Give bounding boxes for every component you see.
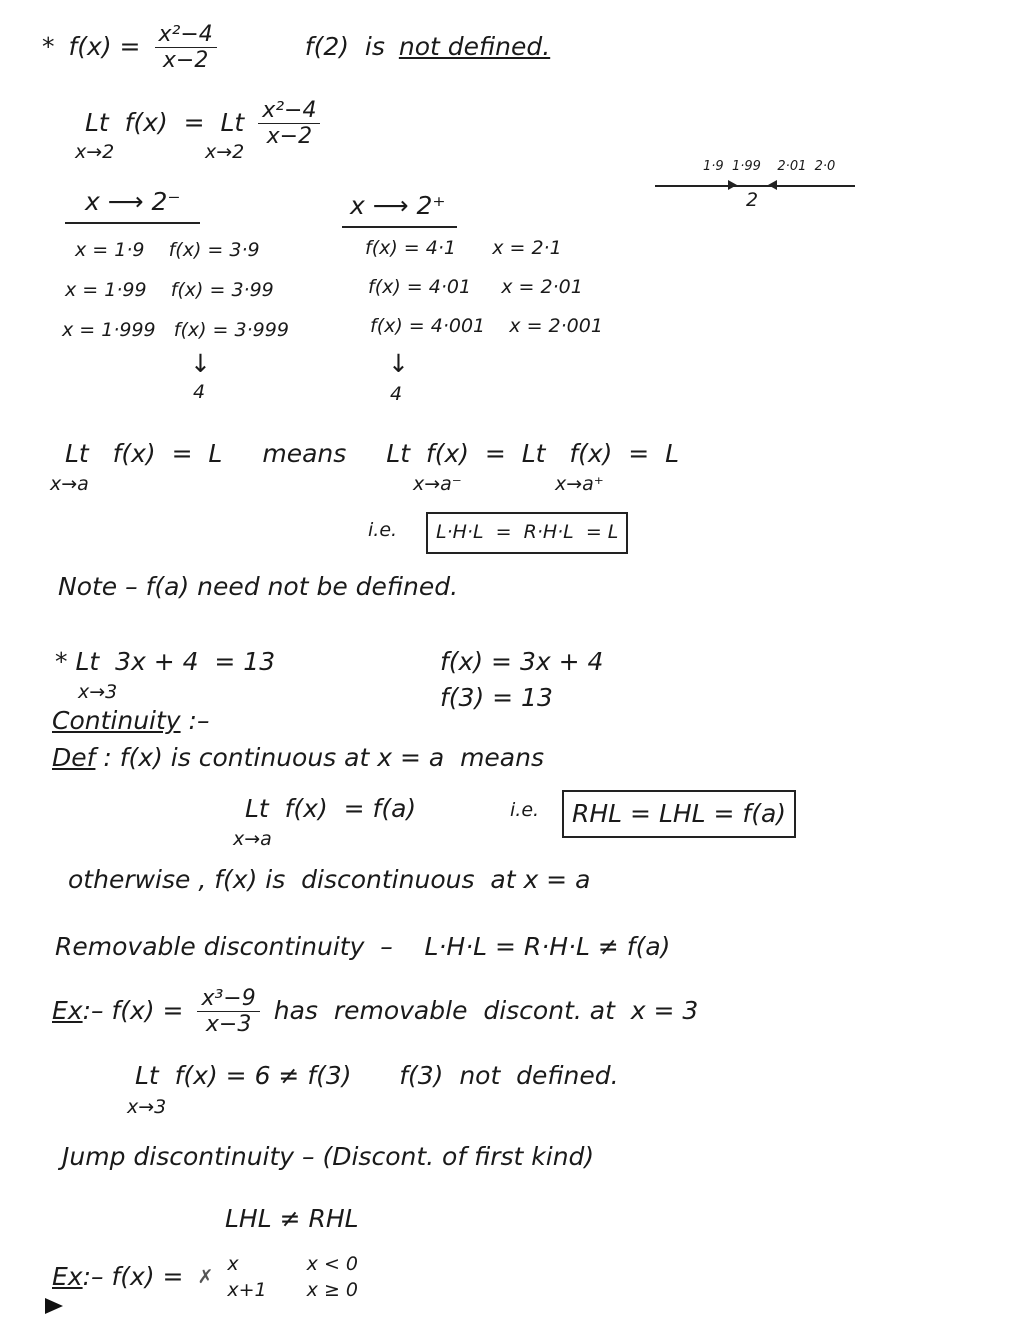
- continuity-limit: Lt f(x) = f(a): [245, 794, 417, 823]
- case-condition: x ≥ 0: [306, 1278, 358, 1301]
- denominator: x−2: [162, 48, 209, 74]
- limit-subscript: x→a: [50, 473, 89, 495]
- ex-label: Ex: [52, 996, 83, 1026]
- example-function: f(x) = 3x + 4: [440, 647, 604, 676]
- jump-condition: LHL ≠ RHL: [225, 1204, 359, 1233]
- numerator: x²−4: [258, 98, 320, 124]
- continuity-heading-line: [52, 707, 209, 736]
- left-result: 4: [193, 381, 206, 403]
- continuity-heading: Continuity: [52, 706, 181, 735]
- left-row: x = 1·9 f(x) = 3·9: [75, 239, 260, 261]
- numerator: x²−4: [155, 22, 217, 48]
- limit-subscript: x→2: [205, 141, 245, 163]
- jump-heading: Jump discontinuity – (Discont. of first kind): [62, 1142, 595, 1171]
- function-def: f(x) =: [68, 32, 141, 62]
- limit-expression: Lt f(x) = Lt: [85, 108, 245, 138]
- limit-subscript: x→a⁺: [555, 473, 604, 495]
- jump-example-line: [52, 1254, 358, 1302]
- note-text: Note – f(a) need not be defined.: [58, 572, 459, 601]
- limit-subscript: x→3: [78, 681, 118, 703]
- right-approach-heading: x ⟶ 2⁺: [350, 191, 446, 220]
- not-defined-text: not defined.: [398, 32, 551, 62]
- case-condition: x < 0: [306, 1253, 358, 1275]
- right-result: 4: [390, 383, 403, 405]
- denominator: x−2: [266, 124, 313, 150]
- f2-text: f(2) is: [304, 32, 385, 62]
- otherwise-text: otherwise , f(x) is discontinuous at x = a: [68, 865, 591, 894]
- numerator: x³−9: [197, 986, 259, 1012]
- ie-text: i.e.: [510, 799, 540, 821]
- down-arrow-icon: ↓: [388, 349, 409, 378]
- case-expression: x+1: [227, 1278, 267, 1301]
- down-arrow-icon: ↓: [190, 349, 211, 378]
- right-row: f(x) = 4·01 x = 2·01: [368, 276, 583, 298]
- fraction: [197, 986, 259, 1038]
- right-row: f(x) = 4·1 x = 2·1: [365, 237, 562, 259]
- underline: [342, 226, 457, 228]
- fraction: [155, 22, 217, 74]
- left-row: x = 1·999 f(x) = 3·999: [62, 319, 289, 341]
- removable-example-line: [52, 986, 698, 1038]
- example-function: :– f(x) =: [82, 996, 184, 1026]
- example-description: has removable discont. at x = 3: [273, 996, 699, 1026]
- numberline-point: 2: [746, 189, 759, 211]
- left-approach-heading: x ⟶ 2⁻: [85, 187, 181, 216]
- intro-line: [42, 22, 550, 74]
- ie-text: i.e.: [368, 519, 398, 541]
- page-corner-arrow-icon: [45, 1298, 63, 1314]
- limit-subscript: x→a⁻: [413, 473, 462, 495]
- means-text: means: [262, 439, 347, 468]
- right-row: f(x) = 4·001 x = 2·001: [370, 315, 603, 337]
- left-arrow-icon: [768, 180, 777, 190]
- fraction: [258, 98, 320, 150]
- denominator: x−3: [205, 1012, 252, 1038]
- limit-definition: Lt f(x) = L: [65, 439, 223, 468]
- boxed-text: RHL = LHL = f(a): [572, 798, 787, 828]
- example-value: f(3) = 13: [440, 683, 553, 712]
- definition-line: [65, 440, 679, 469]
- limit-line: [85, 98, 320, 150]
- boxed-condition: [562, 790, 796, 838]
- removable-limit: Lt f(x) = 6 ≠ f(3) f(3) not defined.: [135, 1061, 619, 1090]
- numberline-labels: 1·9 1·99 2·01 2·0: [703, 159, 836, 174]
- one-sided-limits: Lt f(x) = Lt f(x) = L: [386, 439, 680, 468]
- left-row: x = 1·99 f(x) = 3·99: [65, 279, 274, 301]
- ex-label: Ex: [52, 1262, 83, 1292]
- def-text: : f(x) is continuous at x = a means: [95, 743, 544, 772]
- piecewise-cases: [227, 1254, 358, 1302]
- boxed-result: [426, 512, 628, 554]
- number-line: [655, 185, 855, 187]
- heading-suffix: :–: [180, 706, 210, 735]
- limit-subscript: x→a: [233, 828, 272, 850]
- scribble-mark: ✗: [197, 1265, 214, 1288]
- def-label: Def: [52, 743, 96, 772]
- example-function: :– f(x) =: [82, 1262, 184, 1292]
- underline: [65, 222, 200, 224]
- limit-subscript: x→2: [75, 141, 115, 163]
- example-limit: * Lt 3x + 4 = 13: [55, 647, 276, 676]
- definition-line: [52, 744, 544, 773]
- case-expression: x: [227, 1253, 239, 1275]
- right-arrow-icon: [728, 180, 737, 190]
- limit-subscript: x→3: [127, 1096, 167, 1118]
- star-bullet: *: [42, 32, 55, 62]
- boxed-text: L·H·L = R·H·L = L: [436, 521, 619, 544]
- removable-heading: Removable discontinuity – L·H·L = R·H·L ≠ f(a): [55, 932, 671, 961]
